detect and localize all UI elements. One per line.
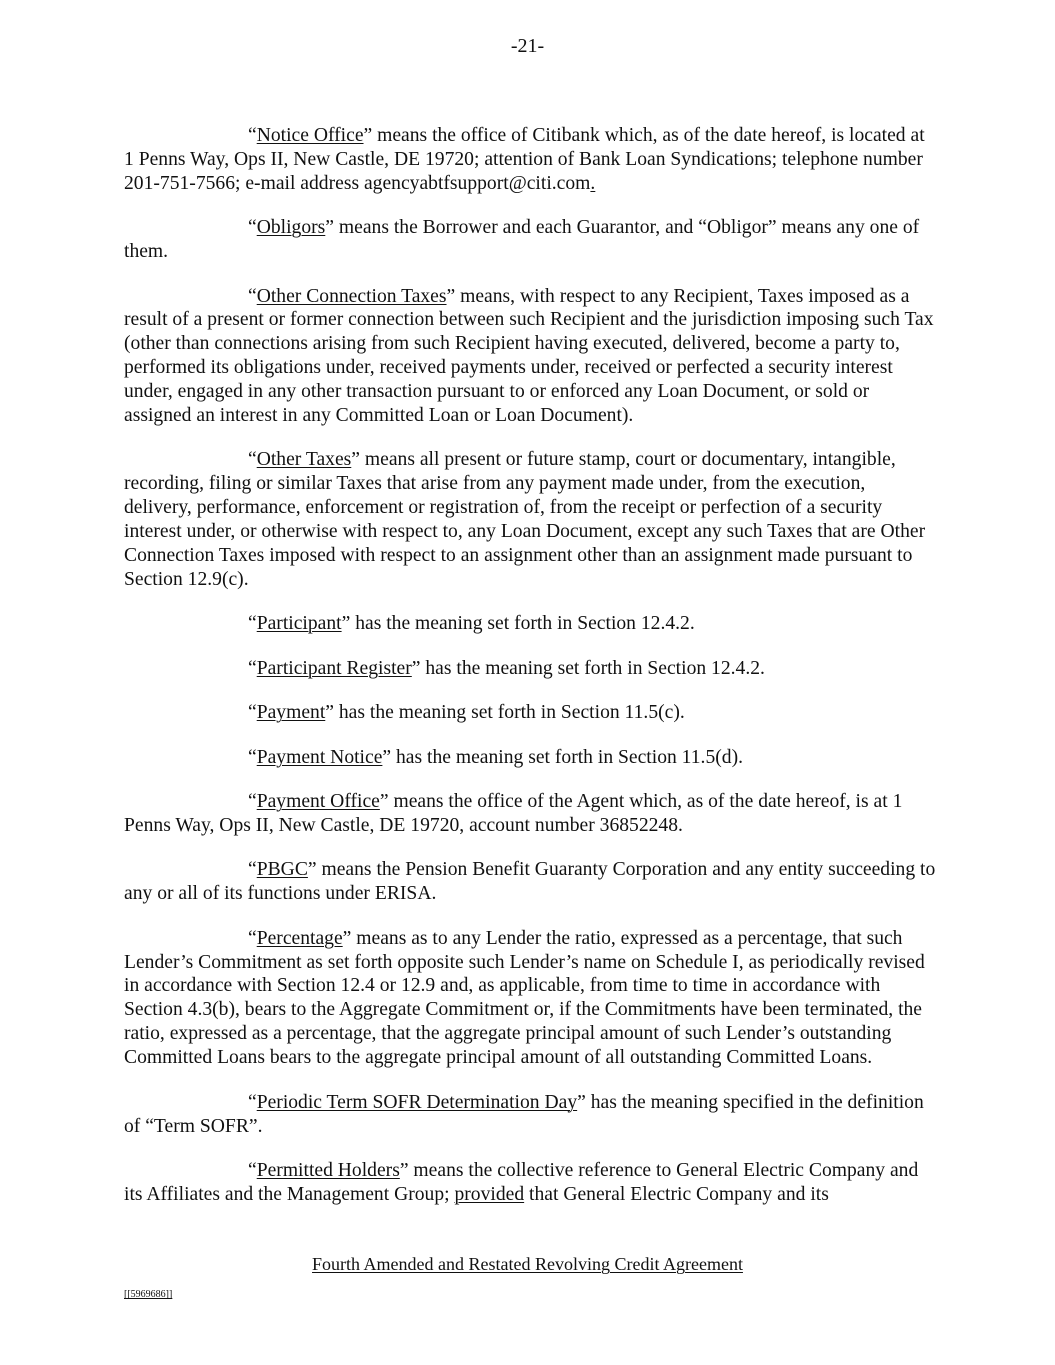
close-quote: ”: [577, 1091, 586, 1113]
defined-term: Percentage: [256, 927, 343, 949]
definition-text: has the meaning set forth in Section 11.5(d).: [391, 746, 743, 768]
open-quote: “: [248, 927, 257, 949]
definition-text: means the Pension Benefit Guaranty Corporation and any entity succeeding to any or all of its functions under ERISA.: [124, 859, 936, 905]
definition-tail-underlined: .: [590, 172, 596, 194]
document-body: [124, 124, 936, 1207]
definition-other-taxes: [124, 448, 936, 591]
definition-text: means as to any Lender the ratio, expressed as a percentage, that such Lender’s Commitment as set forth opposite such Lender’s name on Schedule I, as periodically revised in accordance with Section 12.4 or 12.9 and, as applicable, from time to time in accordance with Section 4.3(b), bears to the Aggregate Commitment or, if the Commitments have been terminated, the ratio, expressed as a percentage, that the aggregate principal amount of such Lender’s outstanding Committed Loans bears to the aggregate principal amount of all outstanding Committed Loans.: [124, 927, 925, 1069]
open-quote: “: [248, 1091, 257, 1113]
open-quote: “: [248, 746, 257, 768]
defined-term: Payment Office: [256, 791, 380, 813]
defined-term: Payment: [256, 702, 326, 724]
defined-term: Obligors: [256, 217, 326, 239]
definition-payment-office: [124, 790, 936, 838]
close-quote: ”: [411, 657, 421, 679]
defined-term: Participant Register: [256, 657, 412, 679]
definition-permitted-holders: [124, 1159, 936, 1207]
definition-text: has the meaning set forth in Section 12.4.2.: [420, 657, 765, 679]
definition-participant-register: [124, 657, 936, 681]
close-quote: ”: [379, 791, 389, 813]
page-number: -21-: [510, 35, 545, 57]
open-quote: “: [248, 217, 257, 239]
defined-term: Participant: [256, 613, 342, 635]
definition-periodic-term-sofr-determination-day: [124, 1091, 936, 1139]
close-quote: ”: [351, 449, 360, 471]
open-quote: “: [248, 657, 257, 679]
definition-text: means the Borrower and each Guarantor, and “Obligor” means any one of them.: [124, 217, 920, 263]
close-quote: ”: [341, 613, 351, 635]
definition-text: means all present or future stamp, court or documentary, intangible, recording, filing or similar Taxes that arise from any payment made under, from the execution, delivery, performance, enforcement or registration of, from the receipt or perfection of a security interest under, or otherwise with respect to, any Loan Document, except any such Taxes that are Other Connection Taxes imposed with respect to an assignment other than an assignment made pursuant to Section 12.9(c).: [124, 449, 926, 590]
definition-other-connection-taxes: [124, 285, 936, 428]
definition-text: has the meaning set forth in Section 11.5(c).: [333, 702, 685, 724]
defined-term: Other Connection Taxes: [256, 285, 447, 307]
open-quote: “: [248, 285, 257, 307]
definition-notice-office: [124, 124, 936, 196]
open-quote: “: [248, 859, 257, 881]
definition-text: means the office of Citibank which, as of the date hereof, is located at 1 Penns Way, Ops II, New Castle, DE 19720; attention of Bank Loan Syndications; telephone number 201-751-7566; e-mail address agencyabtfsupport@citi.com: [124, 125, 925, 194]
provided-proviso: provided: [454, 1183, 525, 1205]
open-quote: “: [248, 125, 257, 146]
open-quote: “: [248, 702, 257, 724]
definition-text: has the meaning specified in the definition of “Term SOFR”.: [124, 1091, 924, 1137]
definition-payment: [124, 701, 936, 725]
close-quote: ”: [307, 859, 317, 881]
definition-text: means the collective reference to General Electric Company and its Affiliates and the Management Group;: [124, 1159, 919, 1205]
definition-text: has the meaning set forth in Section 12.4.2.: [350, 613, 695, 635]
document-id: [[5969686]]: [124, 1289, 173, 1300]
definition-text: means, with respect to any Recipient, Taxes imposed as a result of a present or former connection between such Recipient and the jurisdiction imposing such Tax (other than connections arising from such Recipient having executed, delivered, become a party to, performed its obligations under, received payments under, received or perfected a security interest under, engaged in any other transaction pursuant to or enforced any Loan Document, or sold or assigned an interest in any Committed Loan or Loan Document).: [124, 285, 934, 427]
footer-agreement-title: Fourth Amended and Restated Revolving Credit Agreement: [312, 1254, 743, 1274]
defined-term: PBGC: [256, 859, 308, 881]
definition-payment-notice: [124, 746, 936, 770]
close-quote: ”: [446, 285, 456, 307]
definition-percentage: [124, 927, 936, 1070]
close-quote: ”: [325, 217, 334, 239]
defined-term: Other Taxes: [256, 449, 352, 471]
defined-term: Payment Notice: [256, 746, 383, 768]
defined-term: Periodic Term SOFR Determination Day: [256, 1091, 578, 1113]
close-quote: ”: [382, 746, 392, 768]
open-quote: “: [248, 791, 257, 813]
open-quote: “: [248, 613, 257, 635]
definition-obligors: [124, 216, 936, 264]
close-quote: ”: [399, 1159, 409, 1181]
open-quote: “: [248, 1159, 257, 1181]
close-quote: ”: [342, 927, 352, 949]
close-quote: ”: [363, 125, 373, 146]
definition-pbgc: [124, 858, 936, 906]
open-quote: “: [248, 449, 257, 471]
defined-term: Notice Office: [256, 125, 364, 146]
defined-term: Permitted Holders: [256, 1159, 400, 1181]
definition-tail: that General Electric Company and its: [524, 1183, 829, 1205]
close-quote: ”: [325, 702, 334, 724]
definition-text: means the office of the Agent which, as of the date hereof, is at 1 Penns Way, Ops II, New Castle, DE 19720, account number 36852248.: [124, 791, 903, 836]
definition-participant: [124, 612, 936, 636]
